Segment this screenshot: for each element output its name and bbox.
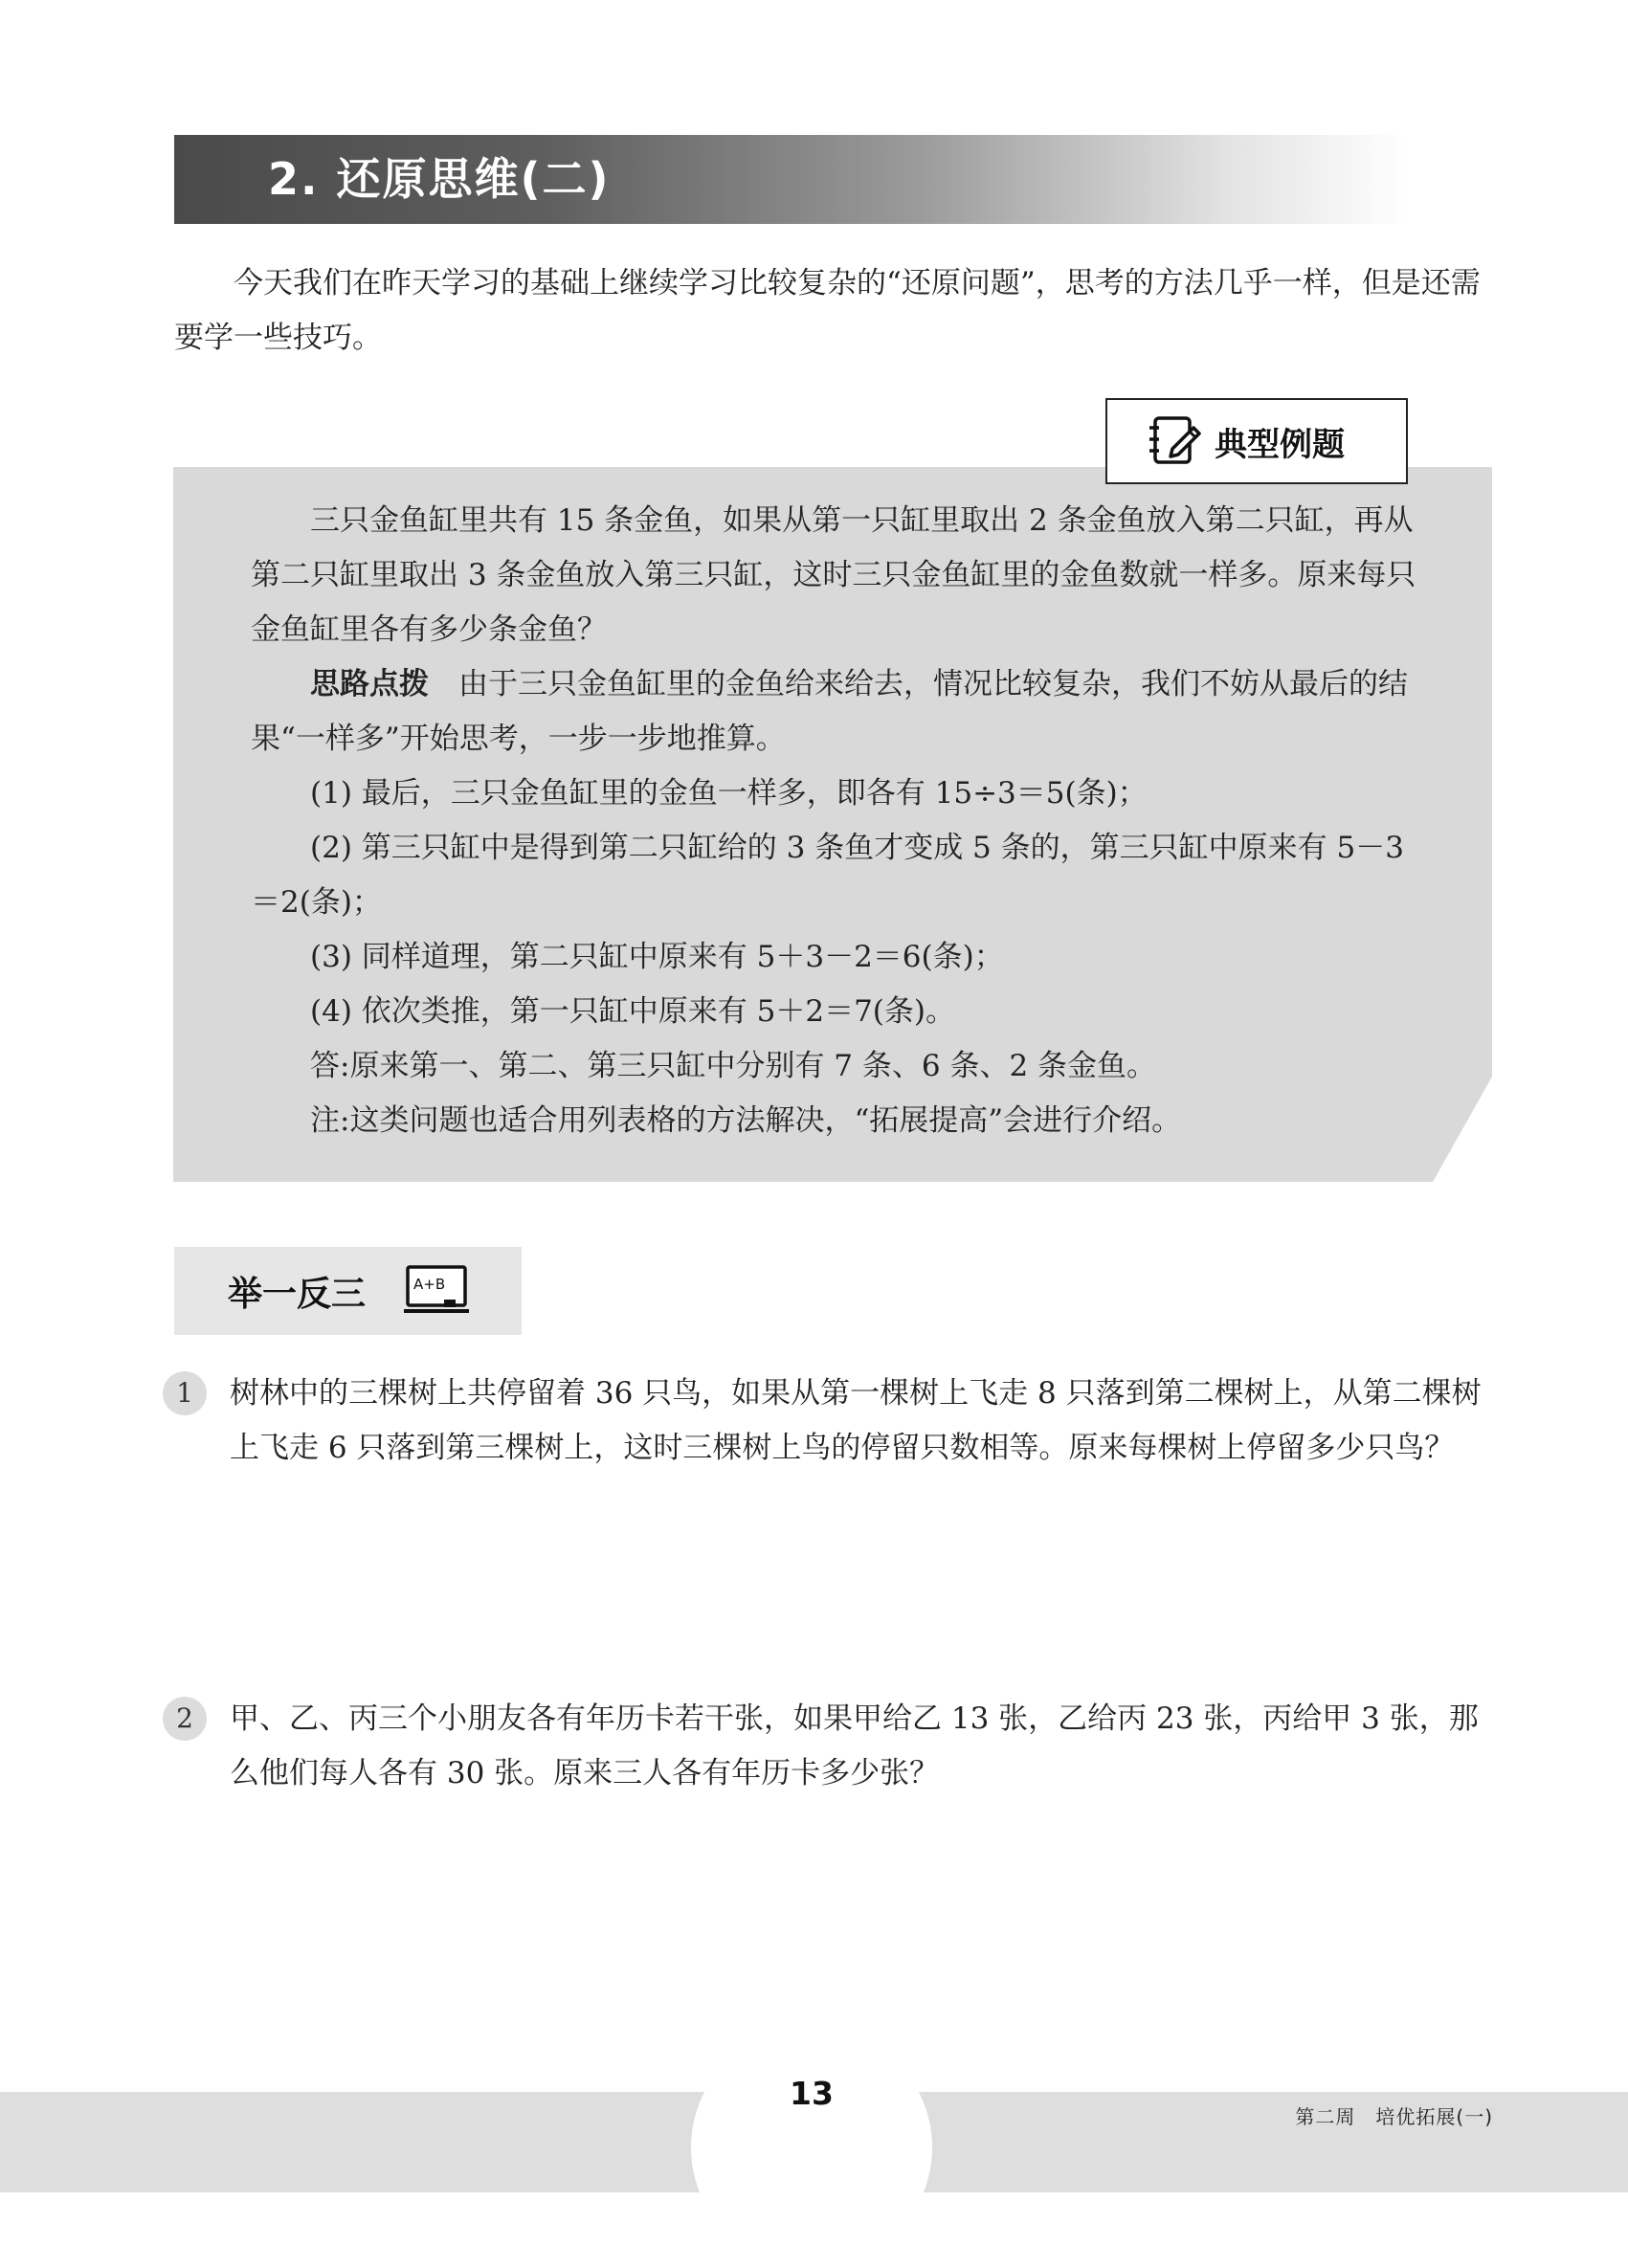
hint-label: 思路点拨 xyxy=(310,667,429,701)
question-1-text: 树林中的三棵树上共停留着 36 只鸟，如果从第一棵树上飞走 8 只落到第二棵树上，从第二棵树上飞走 6 只落到第三棵树上，这时三棵树上鸟的停留只数相等。原来每棵树上停留多少只鸟？ xyxy=(230,1376,1482,1465)
practice-tag-label: 举一反三 xyxy=(228,1274,367,1314)
example-tag-label: 典型例题 xyxy=(1215,425,1345,464)
page-number-circle xyxy=(691,2027,932,2268)
blackboard-icon xyxy=(402,1263,471,1319)
intro-paragraph xyxy=(174,256,1493,366)
footer-section-label: 第二周 培优拓展(一) xyxy=(1295,2105,1493,2128)
example-step-3: (3) 同样道理，第二只缸中原来有 5＋3－2＝6(条)； xyxy=(310,940,1004,974)
example-tag xyxy=(1105,398,1408,484)
question-2 xyxy=(230,1692,1491,1801)
blackboard-text: A+B xyxy=(413,1276,446,1293)
question-2-text: 甲、乙、丙三个小朋友各有年历卡若干张，如果甲给乙 13 张，乙给丙 23 张，丙给甲 3 张，那么他们每人各有 30 张。原来三人各有年历卡多少张？ xyxy=(230,1701,1479,1790)
page-number: 13 xyxy=(790,2075,834,2112)
example-note: 注:这类问题也适合用列表格的方法解决，“拓展提高”会进行介绍。 xyxy=(310,1103,1182,1138)
question-number-2: 2 xyxy=(163,1697,207,1741)
example-step-1: (1) 最后，三只金鱼缸里的金鱼一样多，即各有 15÷3＝5(条)； xyxy=(310,776,1148,811)
intro-text: 今天我们在昨天学习的基础上继续学习比较复杂的“还原问题”，思考的方法几乎一样，但是还需要学一些技巧。 xyxy=(174,266,1481,355)
example-answer: 答:原来第一、第二、第三只缸中分别有 7 条、6 条、2 条金鱼。 xyxy=(310,1049,1157,1083)
example-problem: 三只金鱼缸里共有 15 条金鱼，如果从第一只缸里取出 2 条金鱼放入第二只缸，再从第二只缸里取出 3 条金鱼放入第三只缸，这时三只金鱼缸里的金鱼数就一样多。原来每只金鱼缸里各有多少条金鱼？ xyxy=(251,503,1416,647)
hint-text: 由于三只金鱼缸里的金鱼给来给去，情况比较复杂，我们不妨从最后的结果“一样多”开始思考，一步一步地推算。 xyxy=(251,667,1408,756)
question-1 xyxy=(230,1367,1491,1476)
example-step-2: (2) 第三只缸中是得到第二只缸给的 3 条鱼才变成 5 条的，第三只缸中原来有 5－3＝2(条)； xyxy=(251,831,1404,920)
example-step-4: (4) 依次类推，第一只缸中原来有 5＋2＝7(条)。 xyxy=(310,994,955,1029)
example-body xyxy=(251,494,1418,1148)
page-title: 2. 还原思维(二) xyxy=(268,153,611,205)
question-number-1: 1 xyxy=(163,1371,207,1415)
practice-tag xyxy=(174,1247,522,1335)
notebook-pencil-icon xyxy=(1146,412,1203,470)
example-hint xyxy=(251,657,1418,767)
